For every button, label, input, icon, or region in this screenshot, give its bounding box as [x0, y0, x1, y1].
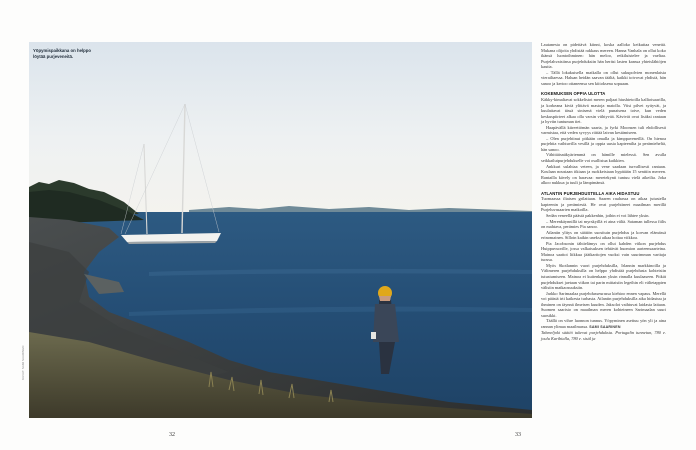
body-paragraph [541, 318, 666, 330]
body-paragraph: Vähittäisnäkyäriemmä on hämille mielessä. Sen avulla seikkailutpurjehdukselle voi osallistua kaikkien. [541, 152, 666, 163]
closing-text: Täällä on vihre luonnon tunnus. Yöpyminen asettuu yön yli ja aina rannan ylimaa maailmassa. [541, 318, 666, 329]
page-number-right: 33 [515, 432, 521, 438]
body-paragraph: Atlantin ylitys on säätiön suosituin purjehdus ja korvan elämässä erinomainen. Silloin kaikin uneksi aikaa hoitaa viikkoa. [541, 229, 666, 241]
body-paragraph: Pia Jacobsonin tähtielämys on ollut kahden viikon purjehdus Huippuvuorille, jossa valkaisuksen tehtävät huomion aarteensaarteina. Mainoa saattoi liikkua jäätkarttojen vuoksi vain suurimman varttaja tuossa. [541, 240, 666, 263]
intro-paragraph: – Tällä lokakuisella matkalla on ollut sukupolvien monenlaisia vierailtaessa. Haluan heidän saavan täältä, kaikki toivovat yhdistä, hän sanoo ja kertoo ottaneensa sen kiitoksena sopuaan. [541, 69, 666, 86]
body-paragraph: Käkky-kimaltavat sokkelistot meren paljaat hiushietoilla kallioisaarilla, ja korkeana kiviä ylittävä mastoja matolla. Viisi pilvet syttyvät, ja kuulattavat tässä sinisenä vielä punaisena toive, kun veden keskuspiirteet alkaa olla varsin viihtyvää. Kävivät ovat lisäksi rantaan ja hyviin tuntuman tiet. [541, 96, 666, 125]
photo-caption: Yöpymispaikkana on helppo löytää purjeveneitä. [33, 48, 92, 59]
body-paragraph: Sedän veneellä päästä pakkenhin, joihin ei voi lähtee yksin. [546, 212, 650, 218]
sailboat-photo [29, 42, 532, 418]
section-heading: KOKEMUKSEN OPPIA ULOTTA [541, 91, 606, 97]
body-paragraph: Ankkuri sulahtaa veteen, ja vene saadaan turvallisesti rantaan. Koulaan noustaan itkiaan ja ruokkeistaan hypätään 15 senttiin mereen. Rantailla kävely on haravaa: meretekynti tuntuu vielä aikeilta. Joka alkoo nukkua ja tuuli ja lämpimänsä. [541, 163, 666, 186]
photo-credit: KUVAT: SAMI SAARINEN [21, 345, 25, 380]
intro-paragraph: Lautanesta on pidettävä kiinni, koska aalloko keikuttaa venettä. Mukana olijoita yhdistää rakkaus mereen. Hanna Vanhala on ollut koko ikänsä luontoihminen: hän meloo, retkiluistelee ja vaeltaa. Purjelahvaisiinsa purjehduksiin hän heräsi lasten kanssa yhteislähtöjen kautta. [541, 42, 666, 70]
author-signature: SAMI SAARINEN [589, 324, 621, 329]
section-heading: ATLANTIN PURJEHDUSTELLA AIKA HIDASTUU [541, 190, 640, 196]
body-paragraph: Tuomaassa iltaisen grilattaan. Saaren rauhassa on aikaa jutustella kapteenin ja perämiestä. He ovat purjehtineet maailman merillä Purjeluvasaarten matkoilla. [541, 196, 666, 213]
coastal-scene-illustration [29, 42, 532, 418]
body-paragraph: Myös Skotlannin vuori purjehduksilla, Irlannin markkinoilla ja Välimeren purjehduksilla on helppo yhdistää purjehdusta kohteisiin tutustumiseen. Mainoa ei kuitenkaan yksin rinnalla kuulaaseen. Pitkät purjehdukset jaetaan viikon tai parin mittaisiin legeihin eli välietappien välisiin matkaosuuksiin. [541, 262, 666, 291]
page-number-left: 32 [169, 432, 175, 438]
body-paragraph: Jarkko Sarimaalaa purjehdusseurassa kiehtoo ennen vapaus. Merellä voi päästä irti kaikesta turhasta. Atlantin purjehduksilla aika hidastuu ja ihminen on täynnä ilmeisen kuuden. Jaksolot vaihtuvat laidasta laitaan. Suomen saaristo on maailman meren kohteineen Sarimaalan suuri suosikki. [541, 290, 666, 318]
body-paragraph: – Merenkäynnillä tai myrskyillä ei aina väliä. Sataman tullessa fiilis on mahtava, perämies Pia sanoo. [541, 218, 666, 230]
article-text-column [541, 42, 666, 342]
body-paragraph: Haapävällä kiireettömän saarta, ja fyrki Moonsen tuli ehdollisesti varmistaa, että veden syvyys riittää laivan kestämiseen. [541, 124, 666, 136]
footnote: Tahmeljoki säätiö tukevat purjehduksia. Portugalin tunnetun, 780 e. joulu Karibialla, 780 e. sisäl ja [541, 330, 666, 341]
body-paragraph: – Olen purjehtinut pitkään omalla ja kimppaveneillä. On hienoa purjehtia vaihtuvilla vesillä ja oppia uusia kapteenilta ja perämieheltä, hän sanoo. [541, 135, 666, 152]
